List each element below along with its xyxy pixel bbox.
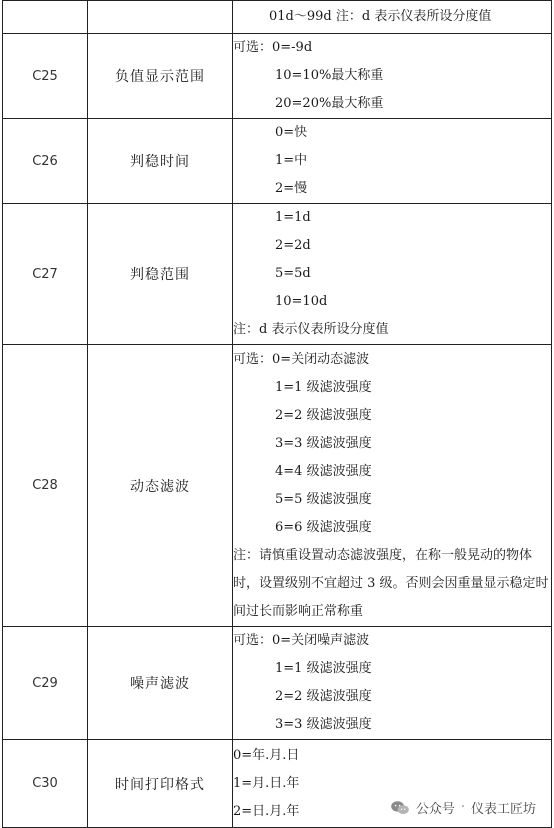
- watermark: [386, 796, 540, 819]
- option-line: 3=3 级滤波强度: [275, 717, 372, 732]
- watermark-account: 公众号: [415, 802, 455, 817]
- option-note: 注：d 表示仪表所设分度值: [233, 322, 389, 337]
- option-line: 5=5d: [275, 266, 311, 281]
- param-options: [233, 1, 552, 34]
- option-line: 1=月.日.年: [233, 775, 300, 791]
- option-line: 1=中: [275, 153, 308, 168]
- option-line: 1=1d: [275, 210, 311, 225]
- option-line: 可选：0=关闭动态滤波: [233, 351, 370, 367]
- param-name: 动态滤波: [88, 345, 233, 627]
- param-code: C27: [3, 204, 88, 345]
- param-name: 噪声滤波: [88, 627, 233, 740]
- option-line: 2=2 级滤波强度: [275, 407, 372, 423]
- param-code: C30: [3, 740, 88, 828]
- table-row: [3, 204, 552, 345]
- option-line: 1=1 级滤波强度: [275, 661, 372, 676]
- option-line: 2=慢: [275, 181, 308, 196]
- param-code: C25: [3, 34, 88, 119]
- param-code: C28: [3, 345, 88, 627]
- option-line: 2=日.月.年: [233, 803, 300, 819]
- option-note: 注：请慎重设置动态滤波强度，在称一般晃动的物体时，设置级别不宜超过 3 级。否则会因重量显示稳定时间过长而影响正常称重: [233, 547, 549, 619]
- param-name: 判稳时间: [88, 119, 233, 204]
- option-line: 0=快: [275, 125, 308, 140]
- option-line: 0=年.月.日: [233, 747, 300, 763]
- option-line: 20=20%最大称重: [275, 96, 384, 111]
- wechat-icon: [390, 800, 410, 816]
- option-line: 2=2 级滤波强度: [275, 689, 372, 704]
- option-line: 01d～99d 注：d 表示仪表所设分度值: [269, 9, 492, 24]
- option-line: 10=10%最大称重: [275, 68, 384, 83]
- option-line: 4=4 级滤波强度: [275, 463, 372, 479]
- param-name: [88, 1, 233, 34]
- param-options: [233, 34, 552, 119]
- option-line: 1=1 级滤波强度: [275, 379, 372, 395]
- param-options: [233, 119, 552, 204]
- option-line: 6=6 级滤波强度: [275, 519, 372, 535]
- table-row: [3, 34, 552, 119]
- table-row: [3, 627, 552, 740]
- option-line: 3=3 级滤波强度: [275, 435, 372, 451]
- table-row: [3, 345, 552, 627]
- option-line: 可选：0=-9d: [233, 40, 313, 55]
- parameter-table: [2, 0, 552, 828]
- option-line: 2=2d: [275, 238, 311, 253]
- table-row: [3, 1, 552, 34]
- param-name: 时间打印格式: [88, 740, 233, 828]
- watermark-name: 仪表工匠坊: [470, 802, 536, 817]
- param-options: [233, 204, 552, 345]
- param-options: [233, 345, 552, 627]
- watermark-separator: ·: [460, 800, 465, 815]
- option-line: 5=5 级滤波强度: [275, 491, 372, 507]
- param-name: 判稳范围: [88, 204, 233, 345]
- param-options: [233, 627, 552, 740]
- param-code: C29: [3, 627, 88, 740]
- option-line: 10=10d: [275, 294, 328, 309]
- option-line: 可选：0=关闭噪声滤波: [233, 633, 370, 648]
- param-name: 负值显示范围: [88, 34, 233, 119]
- table-row: [3, 119, 552, 204]
- param-code: [3, 1, 88, 34]
- param-code: C26: [3, 119, 88, 204]
